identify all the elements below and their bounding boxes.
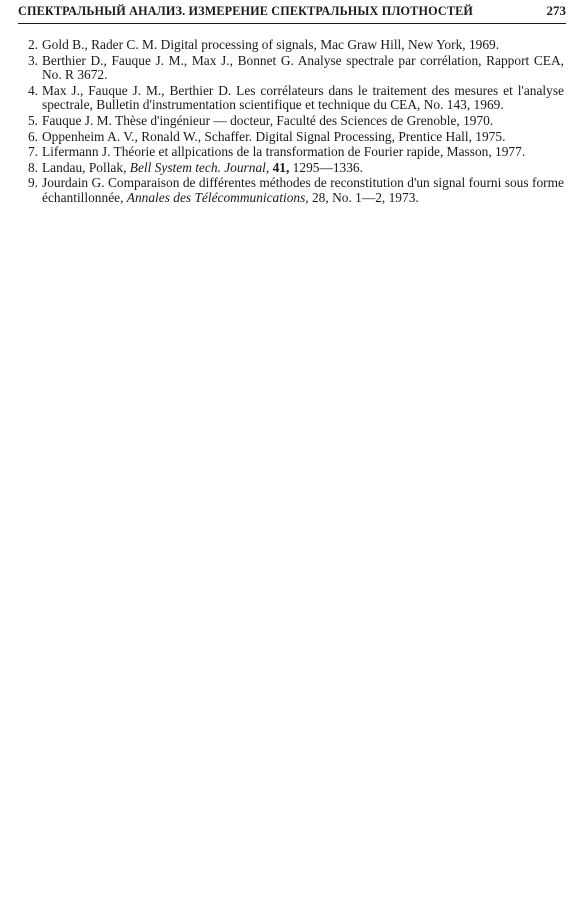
- reference-text: [42, 37, 499, 52]
- reference-item: [20, 38, 564, 53]
- reference-item: [20, 161, 564, 176]
- reference-text: [42, 160, 363, 175]
- running-title: СПЕКТРАЛЬНЫЙ АНАЛИЗ. ИЗМЕРЕНИЕ СПЕКТРАЛЬНЫХ ПЛОТНОСТЕЙ: [18, 4, 474, 18]
- reference-number: 2.: [27, 37, 38, 52]
- reference-item: [20, 130, 564, 145]
- reference-number: 3.: [27, 52, 38, 68]
- reference-text-part: Oppenheim A. V., Ronald W., Schaffer. Digital Signal Processing, Prentice Hall, 1975.: [42, 128, 506, 144]
- reference-text-part: Max J., Fauque J. M., Berthier D. Les corrélateurs dans le traitement des mesures et l'analyse spectrale, Bulletin d'instrumentation scientifique et technique du CEA, No. 143, 1969.: [42, 82, 564, 113]
- reference-text-part: Lifermann J. Théorie et allpications de la transformation de Fourier rapide, Masson, 1977.: [42, 144, 526, 160]
- reference-text: [42, 53, 564, 83]
- page-number: 273: [546, 3, 566, 18]
- reference-number: 4.: [27, 82, 38, 98]
- running-head: [18, 2, 566, 24]
- reference-number: 8.: [27, 159, 38, 175]
- reference-text-part: Landau, Pollak,: [42, 159, 130, 175]
- reference-number: 7.: [27, 144, 38, 160]
- reference-text-part: Gold B., Rader C. M. Digital processing of signals, Mac Graw Hill, New York, 1969.: [42, 37, 500, 52]
- reference-item: [20, 114, 564, 129]
- reference-text-part: Jourdain G. Comparaison de différentes méthodes de reconstitution d'un signal fourni sous forme échantillonnée,: [42, 175, 564, 205]
- reference-text-part: 1295—1336.: [289, 159, 363, 175]
- reference-text: [42, 144, 525, 159]
- reference-number: 9.: [27, 175, 38, 191]
- reference-number: 5.: [27, 112, 38, 128]
- reference-text-part: Fauque J. M. Thèse d'ingénieur — docteur, Faculté des Sciences de Grenoble, 1970.: [42, 112, 494, 128]
- reference-item: [20, 84, 564, 113]
- reference-text: [42, 83, 564, 113]
- reference-text-part: Berthier D., Fauque J. M., Max J., Bonnet G. Analyse spectrale par corrélation, Rapport CEA, No. R 3672.: [42, 52, 564, 83]
- reference-item: [20, 145, 564, 160]
- reference-journal: Bell System tech. Journal,: [129, 159, 270, 175]
- reference-text: [42, 175, 564, 205]
- reference-text-part: 28, No. 1—2, 1973.: [308, 189, 419, 205]
- reference-item: [20, 54, 564, 83]
- reference-text: [42, 113, 493, 128]
- reference-volume: 41,: [272, 159, 290, 175]
- reference-item: [20, 176, 564, 205]
- reference-text: [42, 129, 505, 144]
- reference-journal: Annales des Télécommunications,: [126, 189, 309, 205]
- reference-list: [20, 38, 564, 207]
- reference-number: 6.: [27, 128, 38, 144]
